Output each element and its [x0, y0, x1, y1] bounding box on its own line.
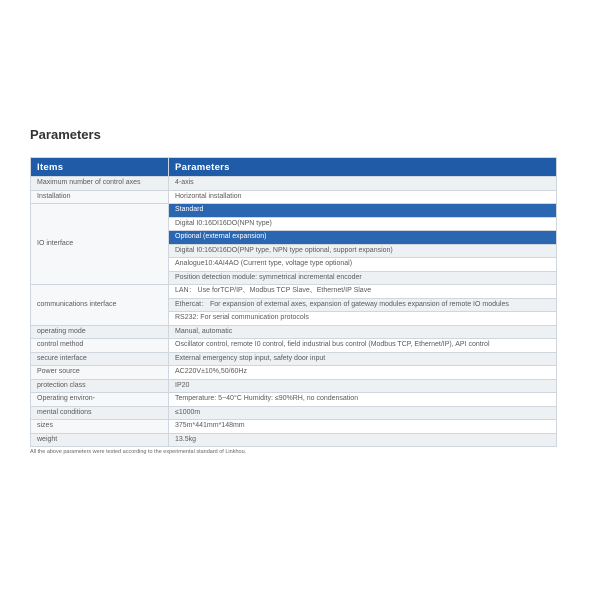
row-label: control method	[31, 339, 169, 353]
table-row	[31, 406, 557, 420]
table-row	[31, 190, 557, 204]
row-value: Position detection module: symmetrical incremental encoder	[169, 271, 557, 285]
row-value: AC220V±10%,50/60Hz	[169, 366, 557, 380]
table-row	[31, 366, 557, 380]
parameters-table	[30, 157, 557, 447]
table-row	[31, 339, 557, 353]
row-value: Digital I0:16DI16DO(NPN type)	[169, 217, 557, 231]
row-label: Power source	[31, 366, 169, 380]
header-parameters: Parameters	[169, 158, 557, 177]
row-label: Operating environ-	[31, 393, 169, 407]
table-row	[31, 420, 557, 434]
table-row	[31, 393, 557, 407]
row-value: IP20	[169, 379, 557, 393]
table-row	[31, 177, 557, 191]
io-standard-band: Standard	[169, 204, 557, 218]
io-optional-band: Optional (external expansion)	[169, 231, 557, 245]
row-value: External emergency stop input, safety door input	[169, 352, 557, 366]
row-label: IO interface	[31, 204, 169, 285]
row-label: Installation	[31, 190, 169, 204]
table-row	[31, 352, 557, 366]
page-title: Parameters	[30, 127, 101, 142]
row-value: Horizontal installation	[169, 190, 557, 204]
table-row	[31, 325, 557, 339]
header-items: Items	[31, 158, 169, 177]
row-value: ≤1000m	[169, 406, 557, 420]
table-row	[31, 433, 557, 447]
row-value: 4-axis	[169, 177, 557, 191]
row-label: communications interface	[31, 285, 169, 326]
row-value: RS232: For serial communication protocols	[169, 312, 557, 326]
row-label: operating mode	[31, 325, 169, 339]
footnote: All the above parameters were tested according to the experimental standard of Linkhou.	[30, 449, 247, 455]
row-value: Ethercat： For expansion of external axes, expansion of gateway modules expansion of remote IO modules	[169, 298, 557, 312]
table-row	[31, 379, 557, 393]
row-value: LAN： Use forTCP/IP、Modbus TCP Slave、Ethernet/IP Slave	[169, 285, 557, 299]
row-label: sizes	[31, 420, 169, 434]
table-row	[31, 285, 557, 299]
row-label: weight	[31, 433, 169, 447]
row-value: 13.5kg	[169, 433, 557, 447]
row-value: 375m*441mm*148mm	[169, 420, 557, 434]
row-label: Maximum number of control axes	[31, 177, 169, 191]
row-label: secure interface	[31, 352, 169, 366]
row-value: Oscillator control, remote I0 control, field industrial bus control (Modbus TCP, Ethernet/IP), API control	[169, 339, 557, 353]
row-value: Manual, automatic	[169, 325, 557, 339]
table-header-row	[31, 158, 557, 177]
table-row	[31, 204, 557, 218]
row-value: Digital I0:16DI16DO(PNP type, NPN type optional, support expansion)	[169, 244, 557, 258]
row-label: mental conditions	[31, 406, 169, 420]
row-value: Analogue10:4AI4AO (Current type, voltage type optional)	[169, 258, 557, 272]
row-label: protection class	[31, 379, 169, 393]
row-value: Temperature: 5~40°C Humidity: ≤90%RH, no condensation	[169, 393, 557, 407]
